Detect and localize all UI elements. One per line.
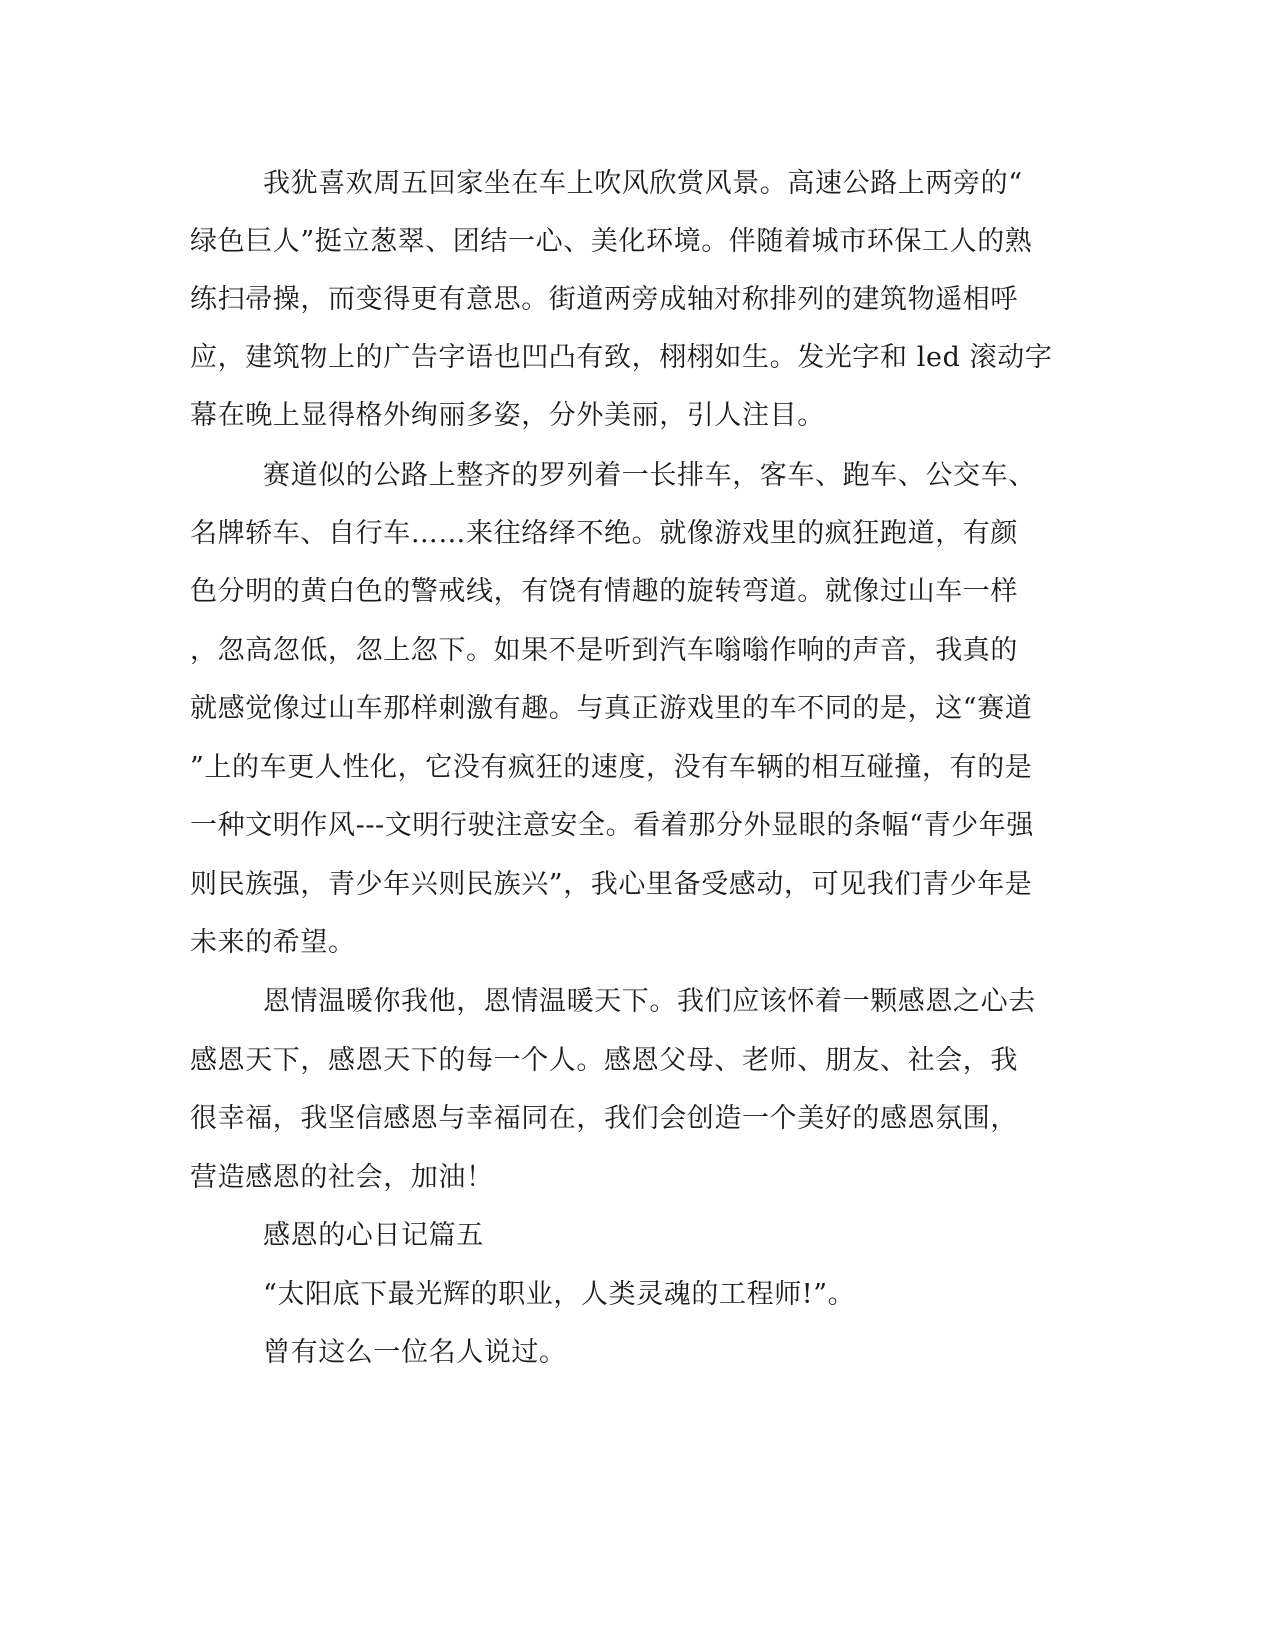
paragraph-2-line-3: 色分明的黄白色的警戒线，有饶有情趣的旋转弯道。就像过山车一样 [190,576,1018,607]
paragraph-2-line-2: 名牌轿车、自行车……来往络绎不绝。就像游戏里的疯狂跑道，有颜 [190,518,1018,549]
paragraph-1-line-4: 应，建筑物上的广告字语也凹凸有致，栩栩如生。发光字和 led 滚动字 [190,342,1053,373]
paragraph-2-line-9: 未来的希望。 [190,927,356,958]
paragraph-1-line-5: 幕在晚上显得格外绚丽多姿，分外美丽，引人注目。 [190,400,825,431]
paragraph-3-line-1: 恩情温暖你我他，恩情温暖天下。我们应该怀着一颗感恩之心去 [263,986,1036,1017]
paragraph-3-line-4: 营造感恩的社会，加油！ [190,1162,494,1193]
paragraph-2-line-5: 就感觉像过山车那样刺激有趣。与真正游戏里的车不同的是，这“赛道 [190,693,1033,724]
paragraph-1-line-2: 绿色巨人”挺立葱翠、团结一心、美化环境。伴随着城市环保工人的熟 [190,226,1033,257]
closing-line: 曾有这么一位名人说过。 [263,1337,567,1368]
paragraph-1-line-3: 练扫帚操，而变得更有意思。街道两旁成轴对称排列的建筑物遥相呼 [190,284,1018,315]
paragraph-1-line-1: 我犹喜欢周五回家坐在车上吹风欣赏风景。高速公路上两旁的“ [263,168,1023,199]
quote-line: “太阳底下最光辉的职业，人类灵魂的工程师!”。 [263,1279,856,1310]
section-heading: 感恩的心日记篇五 [263,1220,484,1251]
paragraph-2-line-4: ，忽高忽低，忽上忽下。如果不是听到汽车嗡嗡作响的声音，我真的 [190,635,1018,666]
paragraph-3-line-2: 感恩天下，感恩天下的每一个人。感恩父母、老师、朋友、社会，我 [190,1045,1018,1076]
paragraph-3-line-3: 很幸福，我坚信感恩与幸福同在，我们会创造一个美好的感恩氛围， [190,1103,1018,1134]
paragraph-2-line-7: 一种文明作风---文明行驶注意安全。看着那分外显眼的条幅“青少年强 [190,810,1034,841]
paragraph-2-line-6: ”上的车更人性化，它没有疯狂的速度，没有车辆的相互碰撞，有的是 [190,752,1033,783]
paragraph-2-line-8: 则民族强，青少年兴则民族兴”，我心里备受感动，可见我们青少年是 [190,869,1033,900]
paragraph-2-line-1: 赛道似的公路上整齐的罗列着一长排车，客车、跑车、公交车、 [263,460,1036,491]
